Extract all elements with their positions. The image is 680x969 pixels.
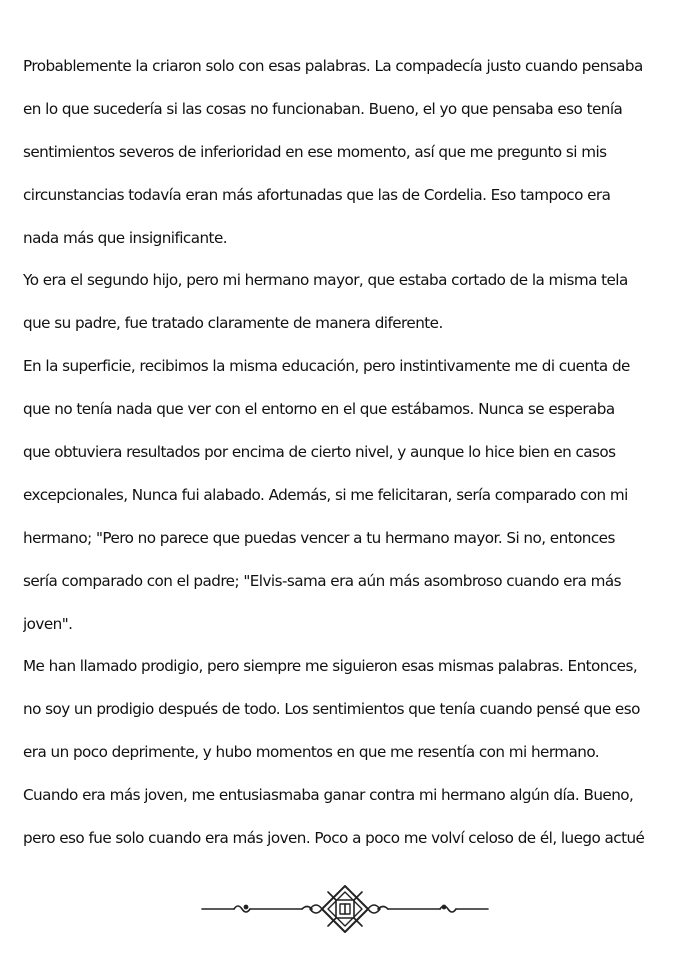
text-line: Me han llamado prodigio, pero siempre me siguieron esas mismas palabras. Entonces, xyxy=(23,657,638,676)
text-line: Probablemente la criaron solo con esas palabras. La compadecía justo cuando pensaba xyxy=(23,57,643,75)
text-line: no soy un prodigio después de todo. Los sentimientos que tenía cuando pensé que eso xyxy=(23,700,640,719)
text-line: era un poco deprimente, y hubo momentos en que me resentía con mi hermano. xyxy=(23,743,600,762)
text-line: que su padre, fue tratado claramente de manera diferente. xyxy=(23,314,443,333)
text-line: Yo era el segundo hijo, pero mi hermano mayor, que estaba cortado de la misma tela xyxy=(23,271,628,290)
text-line: En la superficie, recibimos la misma educación, pero instintivamente me di cuenta de xyxy=(23,357,630,376)
text-line: pero eso fue solo cuando era más joven. Poco a poco me volví celoso de él, luego actué xyxy=(23,829,645,848)
text-line: que no tenía nada que ver con el entorno en el que estábamos. Nunca se esperaba xyxy=(23,400,615,419)
text-line: que obtuviera resultados por encima de cierto nivel, y aunque lo hice bien en casos xyxy=(23,443,616,462)
knot-divider-icon xyxy=(200,883,490,935)
text-line: sería comparado con el padre; "Elvis-sama era aún más asombroso cuando era más xyxy=(23,571,622,590)
text-line: circunstancias todavía eran más afortunadas que las de Cordelia. Eso tampoco era xyxy=(23,185,611,204)
text-line: sentimientos severos de inferioridad en ese momento, así que me pregunto si mis xyxy=(23,142,607,161)
text-line: nada más que insignificante. xyxy=(23,228,228,247)
text-line: en lo que sucedería si las cosas no funcionaban. Bueno, el yo que pensaba eso tenía xyxy=(23,99,623,118)
body-text xyxy=(23,45,663,860)
text-line: hermano; "Pero no parece que puedas vencer a tu hermano mayor. Si no, entonces xyxy=(23,528,615,547)
text-line: Cuando era más joven, me entusiasmaba ganar contra mi hermano algún día. Bueno, xyxy=(23,786,634,805)
text-line: excepcionales, Nunca fui alabado. Además, si me felicitaran, sería comparado con mi xyxy=(23,485,628,504)
text-line: joven". xyxy=(23,614,73,633)
